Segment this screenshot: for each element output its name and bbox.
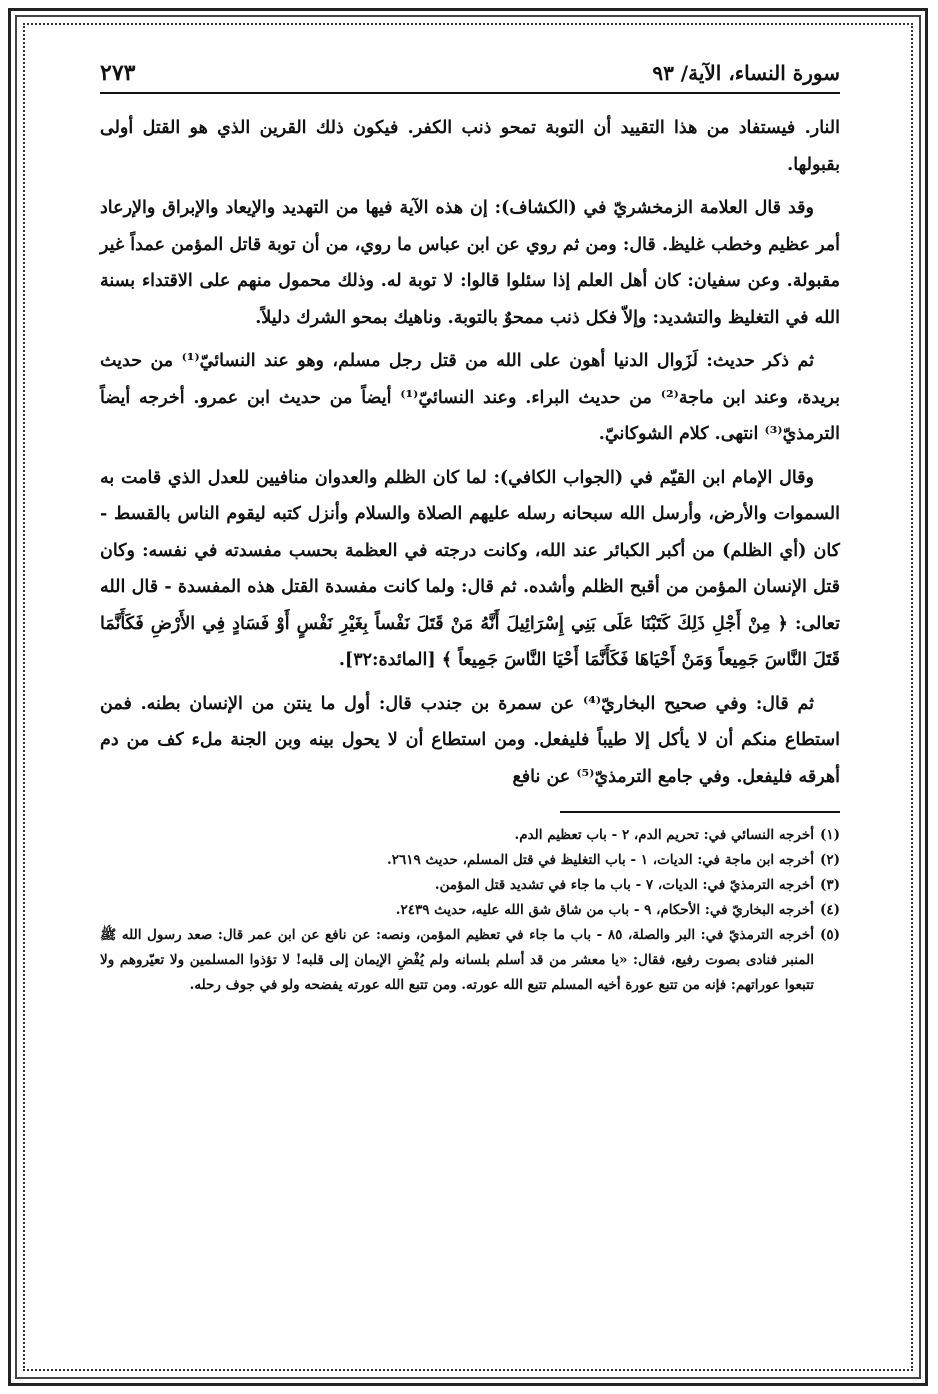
footnote — [100, 823, 840, 848]
footnotes — [100, 823, 840, 998]
footnote-number: (١) — [819, 827, 840, 843]
footnote-text: أخرجه الترمذيّ في: الديات، ٧ - باب ما جاء في تشديد قتل المؤمن. — [434, 877, 814, 893]
footnote — [100, 898, 840, 923]
paragraph: ثم قال: وفي صحيح البخاريّ⁽⁴⁾ عن سمرة بن جندب قال: أول ما ينتن من الإنسان بطنه. فمن استطاع منكم أن لا يأكل إلا طيباً فليفعل. ومن استطاع أن لا يحول بينه وبن الجنة ملء كف من دم أهرقه فليفعل. وفي جامع الترمذيّ⁽⁵⁾ عن نافع — [100, 693, 840, 787]
footnote-number: (٣) — [819, 877, 840, 893]
footnote — [100, 848, 840, 873]
chapter-title: سورة النساء، الآية/ ٩٣ — [652, 61, 840, 85]
paragraph: ثم ذكر حديث: لَزَوال الدنيا أهون على الله من قتل رجل مسلم، وهو عند النسائيّ⁽¹⁾ من حديث بريدة، وعند ابن ماجة⁽²⁾ من حديث البراء. وعند النسائيّ⁽¹⁾ أيضاً من حديث ابن عمرو. أخرجه أيضاً الترمذيّ⁽³⁾ انتهى. كلام الشوكانيّ. — [100, 351, 840, 444]
footnote-text: أخرجه النسائي في: تحريم الدم، ٢ - باب تعظيم الدم. — [514, 827, 814, 843]
book-page — [100, 60, 840, 1320]
paragraph: وقد قال العلامة الزمخشريّ في (الكشاف): إن هذه الآية فيها من التهديد والإيعاد والإبراق والإرعاد أمر عظيم وخطب غليظ. قال: ومن ثم روي عن ابن عباس ما روي، من أن توبة قاتل المؤمن عمداً غير مقبولة. وعن سفيان: كان أهل العلم إذا سئلوا قالوا: لا توبة له. وذلك محمول منهم على الاقتداء بسنة الله في التغليظ والتشديد: وإلاّ فكل ذنب ممحوٌ بالتوبة. وناهيك بمحو الشرك دليلاً. — [100, 198, 840, 328]
footnote-number: (٢) — [819, 852, 840, 868]
footnote-text: أخرجه ابن ماجة في: الديات، ١ - باب التغليظ في قتل المسلم، حديث ٢٦١٩. — [387, 852, 814, 868]
running-header — [100, 60, 840, 94]
main-text — [100, 110, 840, 795]
footnote-text: أخرجه البخاريّ في: الأحكام، ٩ - باب من شاق شق الله عليه، حديث ٢٤٣٩. — [395, 902, 814, 918]
footnote — [100, 923, 840, 998]
paragraph: وقال الإمام ابن القيّم في (الجواب الكافي): لما كان الظلم والعدوان منافيين للعدل الذي قامت به السموات والأرض، وأرسل الله سبحانه رسله عليهم الصلاة والسلام وأنزل كتبه ليقوم الناس بالقسط - كان (أي الظلم) من أكبر الكبائر عند الله، وكانت درجته في العظمة بحسب مفسدته في نفسه: وكان قتل الإنسان المؤمن من أقبح الظلم وأشده. ثم قال: ولما كانت مفسدة القتل هذه المفسدة - قال الله تعالى: ﴿ مِنْ أَجْلِ ذَلِكَ كَتَبْنَا عَلَى بَنِي إِسْرَائِيلَ أَنَّهُ مَنْ قَتَلَ نَفْساً بِغَيْرِ نَفْسٍ أَوْ فَسَادٍ فِي الأَرْضِ فَكَأَنَّمَا قَتَلَ النَّاسَ جَمِيعاً وَمَنْ أَحْيَاهَا فَكَأَنَّمَا أَحْيَا النَّاسَ جَمِيعاً ﴾ [المائدة:٣٢]. — [100, 467, 840, 670]
paragraph: النار. فيستفاد من هذا التقييد أن التوبة تمحو ذنب الكفر. فيكون ذلك القرين الذي هو القتل أولى بقبولها. — [100, 118, 840, 175]
footnote — [100, 873, 840, 898]
footnote-number: (٥) — [819, 927, 840, 943]
footnote-number: (٤) — [819, 902, 840, 918]
footnote-separator — [560, 811, 840, 813]
page-number: ٢٧٣ — [100, 60, 136, 86]
footnote-text: أخرجه الترمذيّ في: البر والصلة، ٨٥ - باب ما جاء في تعظيم المؤمن، ونصه: عن نافع عن ابن عمر قال: صعد رسول الله ﷺ المنبر فنادى بصوت رفيع، فقال: «يا معشر من قد أسلم بلسانه ولم يُفْضِ الإيمان إلى قلبه! لا تؤذوا المسلمين ولا تعيّروهم ولا تتبعوا عوراتهم: فإنه من تتبع عورة أخيه المسلم تتبع الله عورته. ومن تتبع الله عورته يفضحه ولو في جوف رحله. — [100, 927, 814, 993]
